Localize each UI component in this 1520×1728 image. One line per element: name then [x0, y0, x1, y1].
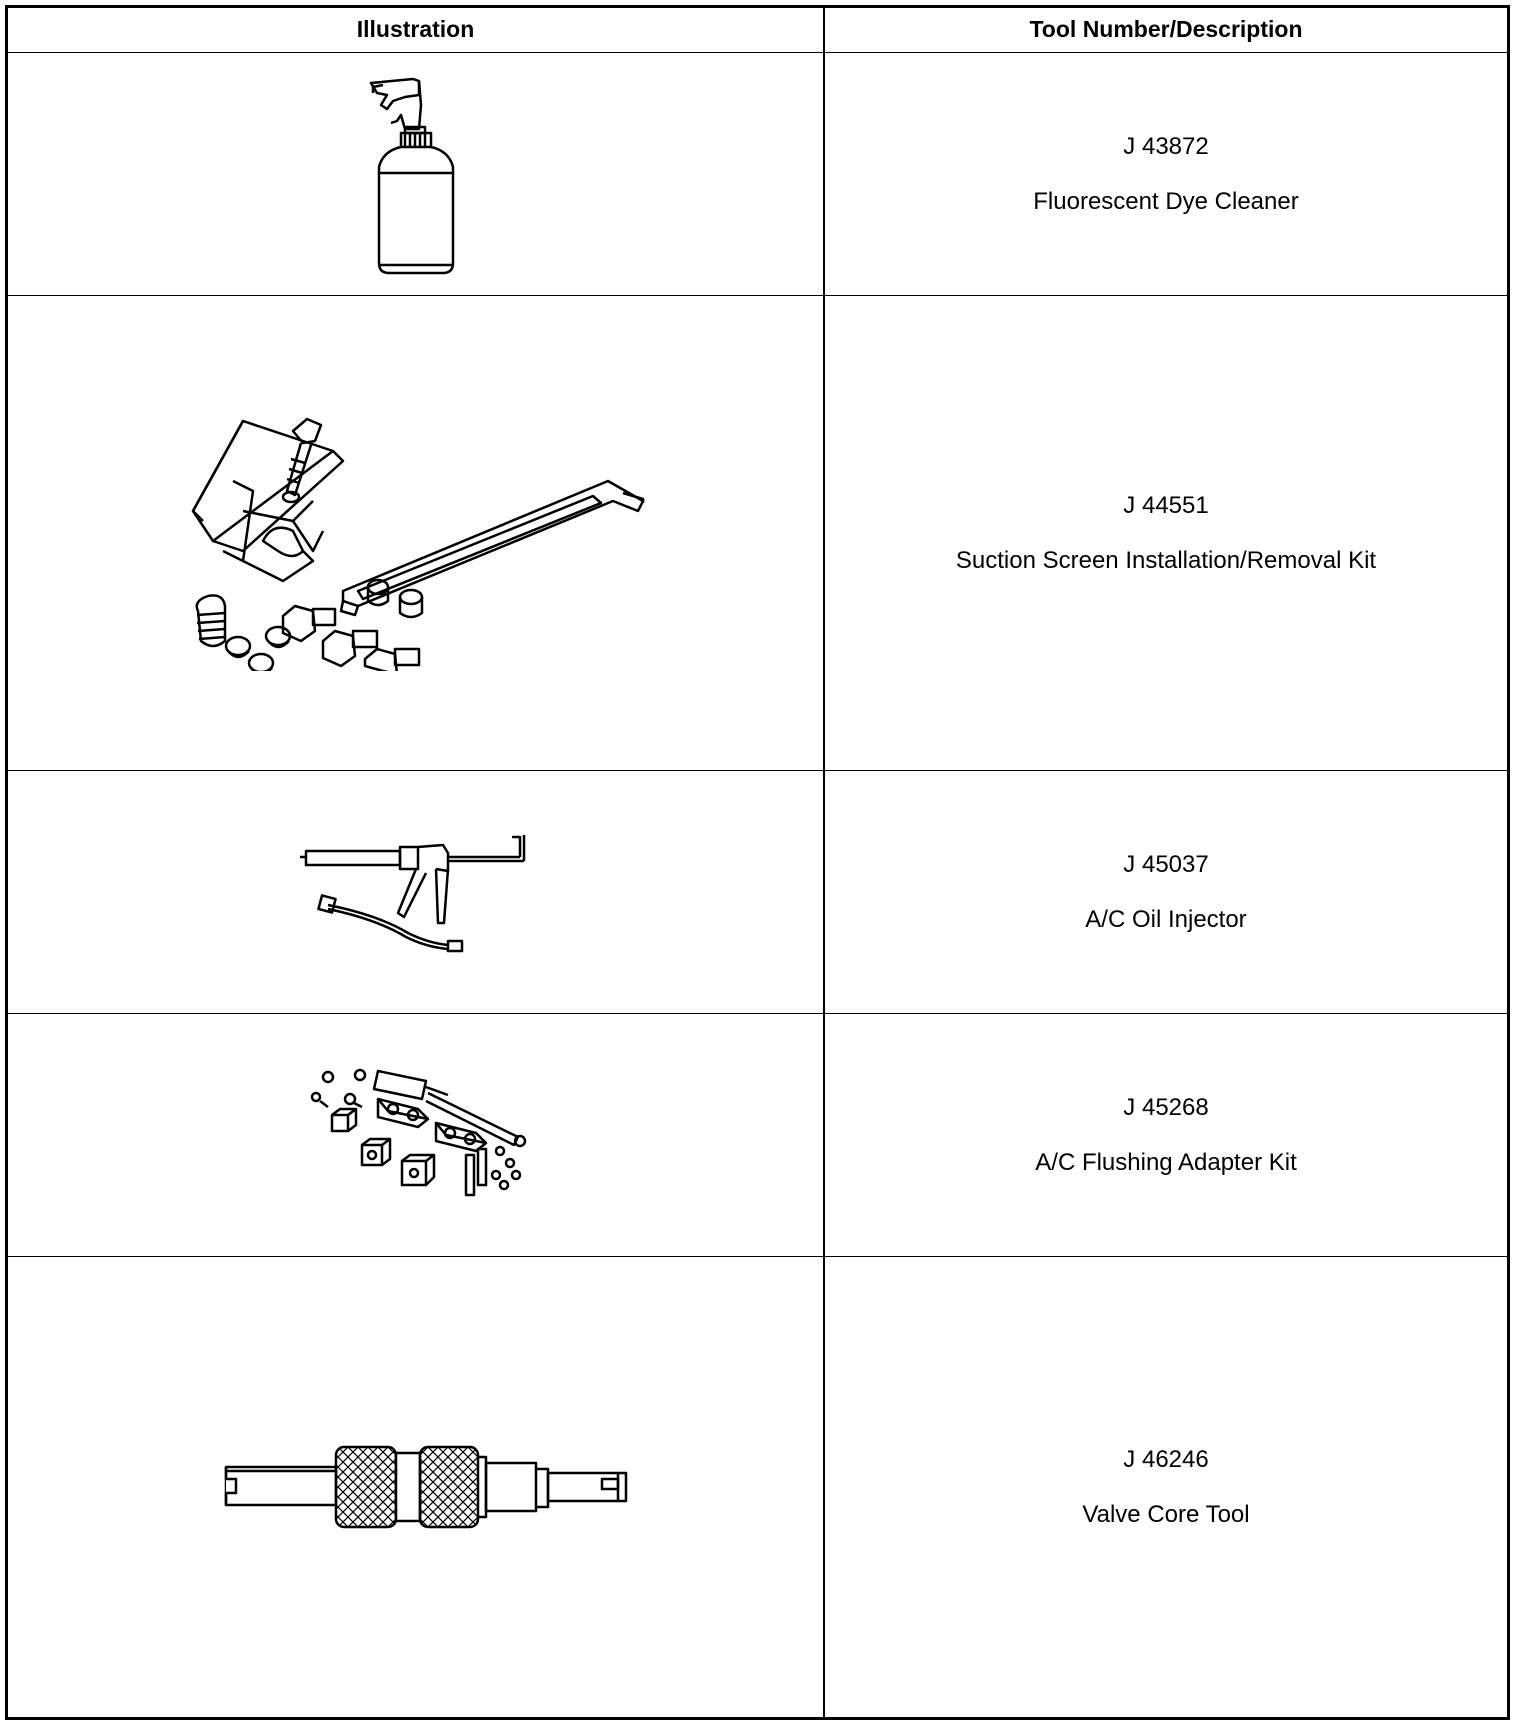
tool-description: A/C Flushing Adapter Kit [1035, 1148, 1297, 1176]
tool-number: J 45268 [1123, 1093, 1209, 1121]
description-cell [825, 1014, 1507, 1256]
table-row [8, 53, 1507, 296]
tool-number: J 44551 [1123, 491, 1209, 519]
table-header-row [8, 8, 1507, 53]
valve-core-tool-icon [218, 1427, 638, 1547]
description-cell [825, 53, 1507, 295]
header-tool-description: Tool Number/Description [1029, 16, 1303, 42]
table-row [8, 296, 1507, 771]
tool-description: Suction Screen Installation/Removal Kit [955, 546, 1377, 574]
table-row [8, 1257, 1507, 1717]
header-illustration: Illustration [356, 16, 475, 42]
tool-table [5, 5, 1510, 1720]
tool-description: Fluorescent Dye Cleaner [1033, 187, 1299, 215]
illustration-cell [8, 1014, 823, 1256]
table-row [8, 771, 1507, 1014]
oil-injector-gun-icon [298, 833, 538, 953]
description-cell [825, 296, 1507, 770]
illustration-cell [8, 771, 823, 1013]
illustration-cell [8, 296, 823, 770]
tool-description: Valve Core Tool [1082, 1500, 1250, 1528]
description-cell [825, 771, 1507, 1013]
flushing-adapter-kit-icon [298, 1059, 548, 1219]
tool-number: J 45037 [1123, 850, 1209, 878]
illustration-cell [8, 53, 823, 295]
suction-screen-kit-icon [183, 401, 653, 671]
table-row [8, 1014, 1507, 1257]
description-cell [825, 1257, 1507, 1717]
tool-description: A/C Oil Injector [1085, 905, 1247, 933]
spray-bottle-icon [363, 75, 473, 280]
tool-number: J 46246 [1123, 1445, 1209, 1473]
illustration-cell [8, 1257, 823, 1717]
tool-number: J 43872 [1123, 132, 1209, 160]
